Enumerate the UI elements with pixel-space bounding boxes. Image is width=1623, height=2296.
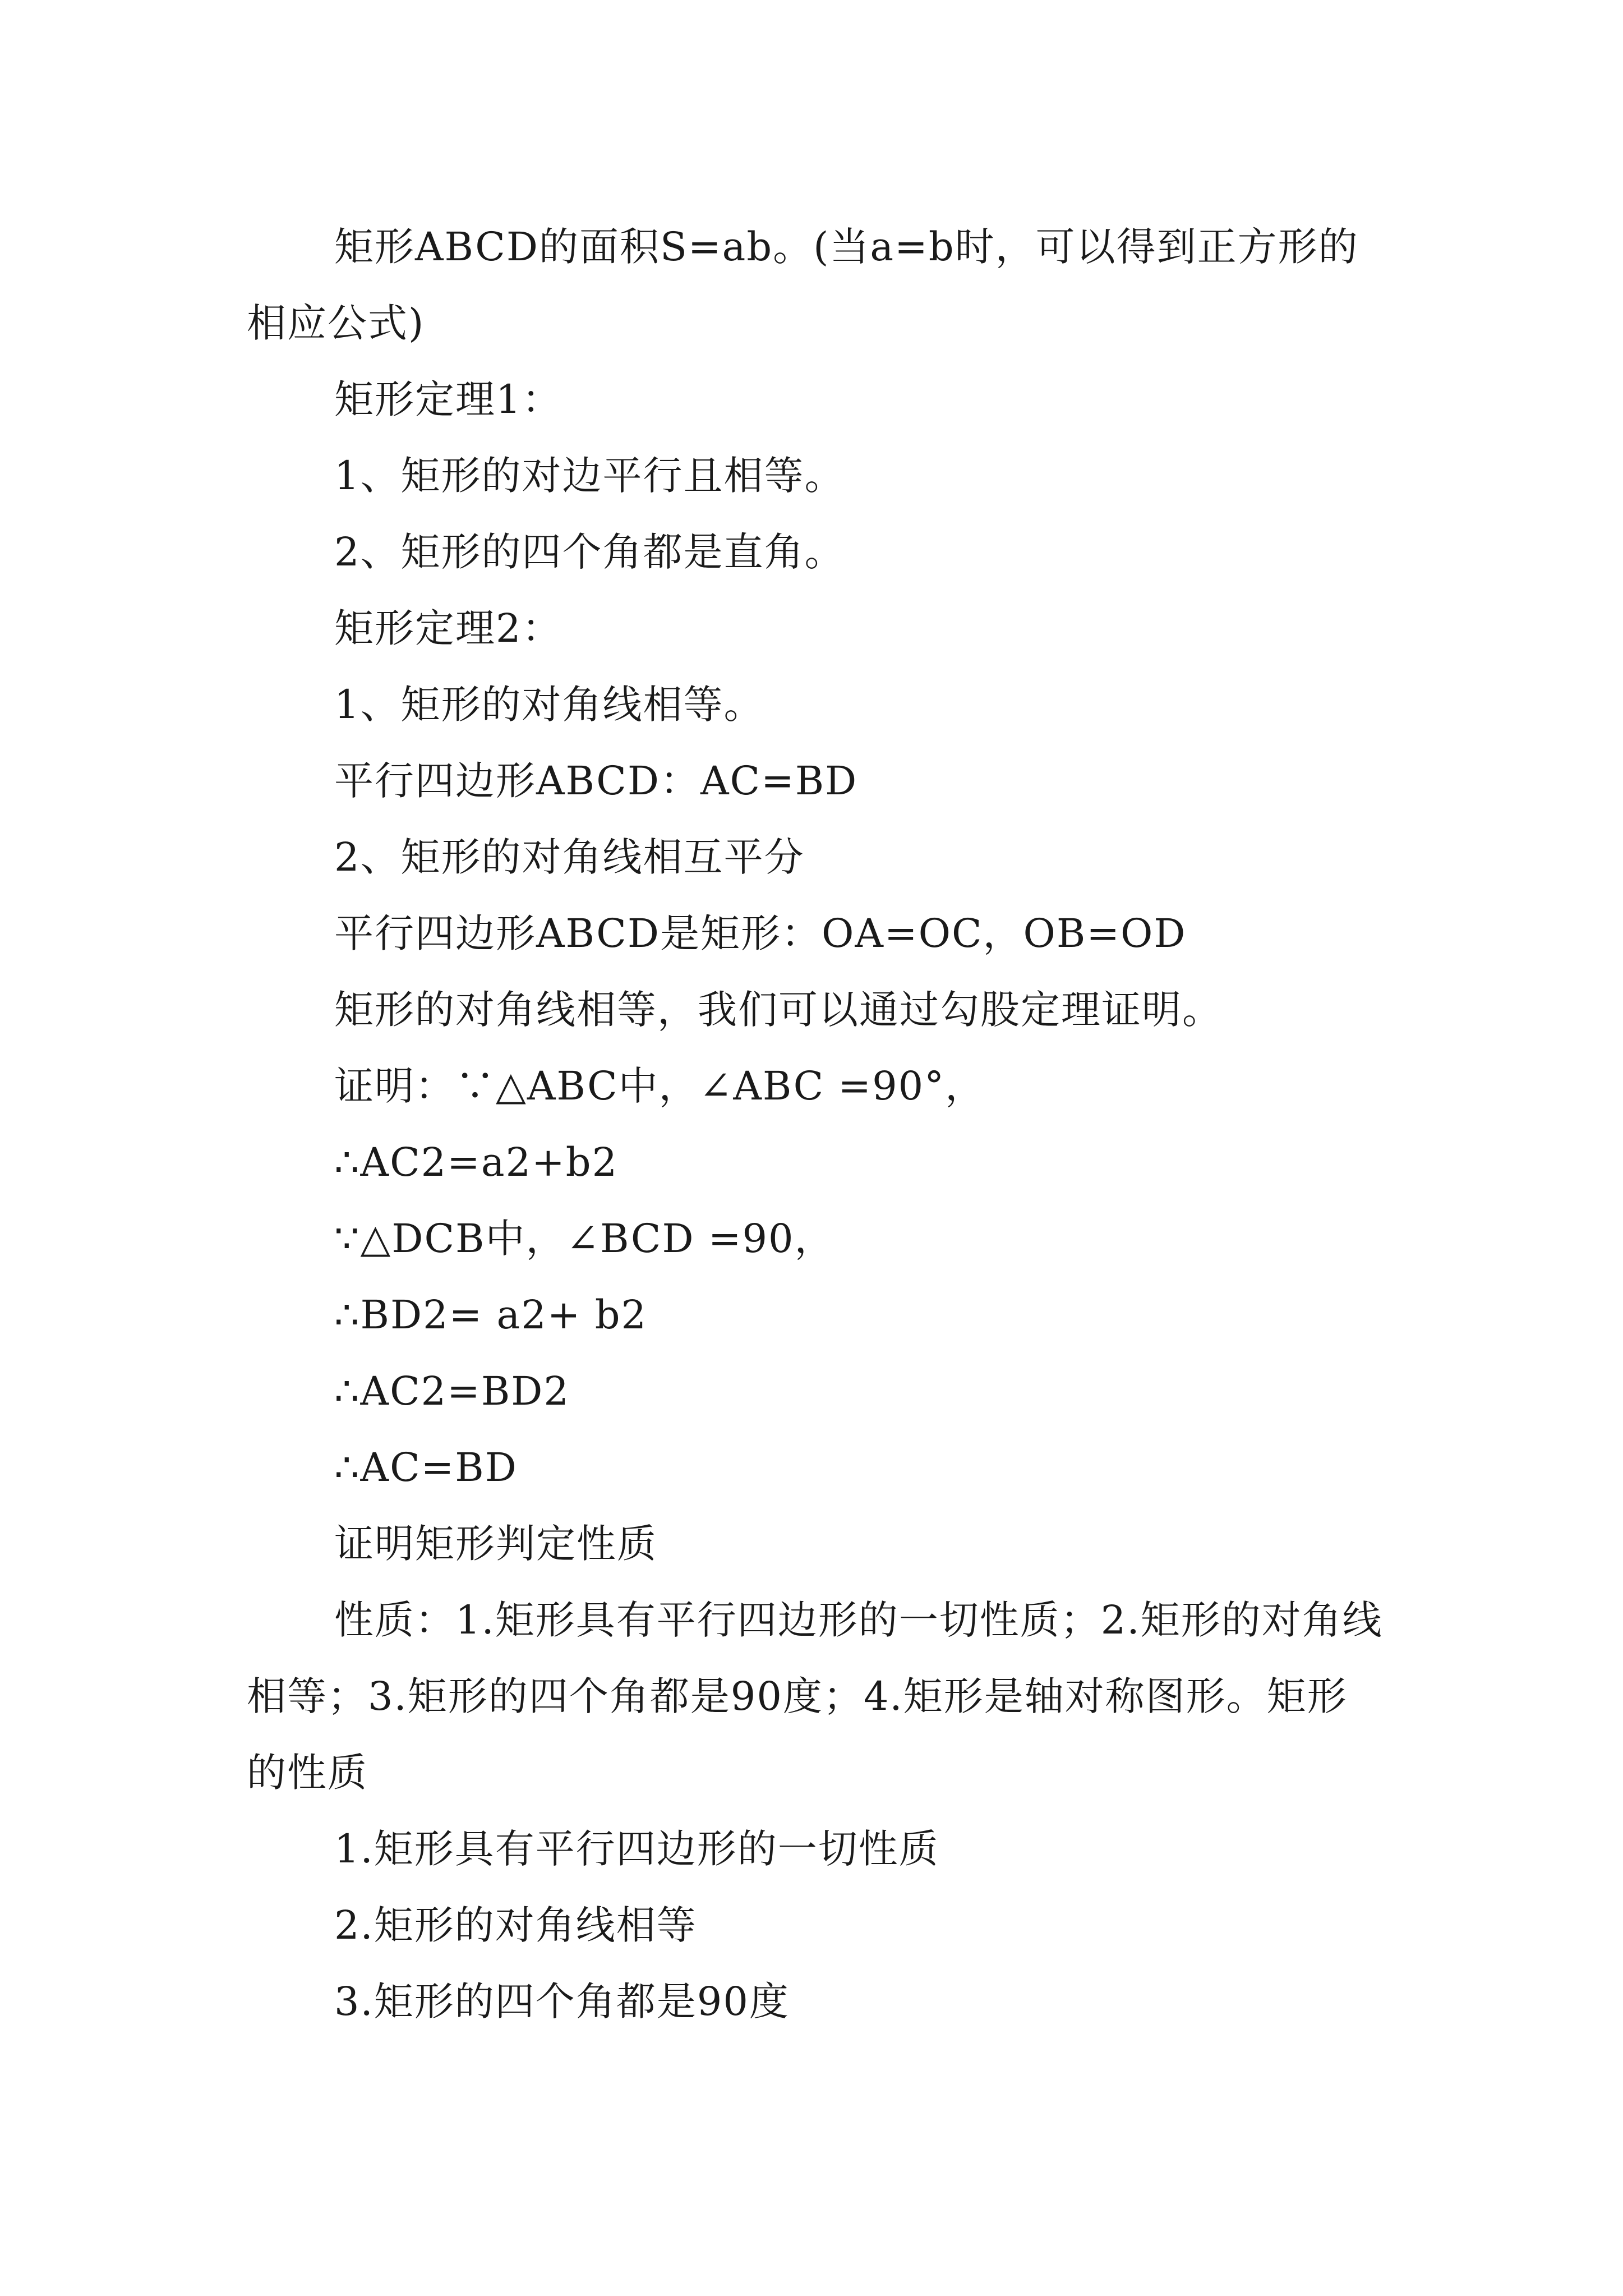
paragraph: ∴AC2=a2+b2 bbox=[334, 1139, 619, 1185]
paragraph: 矩形的对角线相等，我们可以通过勾股定理证明。 bbox=[334, 987, 1223, 1033]
paragraph: 证明矩形判定性质 bbox=[334, 1521, 657, 1567]
paragraph: 2、矩形的四个角都是直角。 bbox=[334, 529, 845, 575]
paragraph: 3.矩形的四个角都是90度 bbox=[334, 1978, 790, 2024]
paragraph: 1、矩形的对边平行且相等。 bbox=[334, 453, 845, 499]
paragraph: ∵△DCB中，∠BCD =90， bbox=[334, 1216, 835, 1262]
paragraph: 1、矩形的对角线相等。 bbox=[334, 682, 764, 728]
paragraph: 证明：∵△ABC中，∠ABC =90°， bbox=[334, 1063, 986, 1109]
paragraph: ∴AC=BD bbox=[334, 1444, 518, 1490]
paragraph: 矩形定理1： bbox=[334, 376, 562, 422]
paragraph: 矩形ABCD的面积S=ab。(当a=b时，可以得到正方形的相应公式) bbox=[247, 224, 1359, 346]
paragraph: 性质：1.矩形具有平行四边形的一切性质；2.矩形的对角线相等；3.矩形的四个角都是90度；4.矩形是轴对称图形。矩形的性质 bbox=[247, 1597, 1383, 1796]
document-body bbox=[247, 209, 1385, 2040]
paragraph: 2.矩形的对角线相等 bbox=[334, 1902, 697, 1948]
paragraph: 2、矩形的对角线相互平分 bbox=[334, 834, 805, 880]
paragraph: 矩形定理2： bbox=[334, 605, 562, 651]
paragraph: 1.矩形具有平行四边形的一切性质 bbox=[334, 1826, 939, 1872]
paragraph: ∴BD2= a2+ b2 bbox=[334, 1292, 648, 1338]
paragraph: ∴AC2=BD2 bbox=[334, 1368, 570, 1414]
paragraph: 平行四边形ABCD：AC=BD bbox=[334, 758, 858, 804]
paragraph: 平行四边形ABCD是矩形：OA=OC，OB=OD bbox=[334, 910, 1187, 956]
